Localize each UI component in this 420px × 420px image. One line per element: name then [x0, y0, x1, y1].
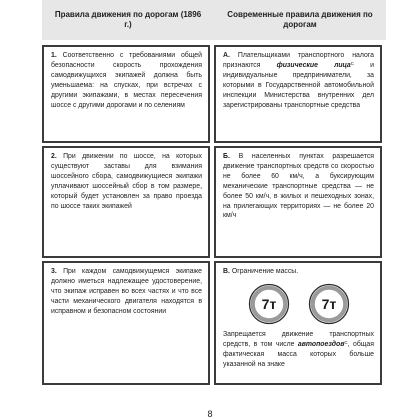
- right-item-b: [214, 146, 382, 258]
- weight-limit-sign-icon: [308, 283, 350, 325]
- left-column: [42, 0, 215, 380]
- left-item-2: [42, 146, 210, 258]
- page-number: 8: [207, 409, 213, 419]
- item-text: При каждом самодвижущемся экипаже должно иметься надлежащее удостоверение, что экипаж исправен во всех частях и что все части механического двигателя находятся в исправном и безопасном состоянии: [51, 268, 202, 315]
- right-item-c: [214, 261, 382, 385]
- item-text-post: и индивидуальные предприниматели, за которыми в Государственной автомобильной инспекции Министерства внутренних дел зарегистрированы транспортные средства: [223, 61, 374, 109]
- item-text: Соответственно с требованиями общей безопасности скорость прохождения самодвижущихся экипажей должна быть уменьшаема: на спусках, при встречах с другими экипажами, в местах пересечения шоссе с другими дорогами и по селениям: [51, 52, 202, 109]
- sign-label: 7т: [321, 295, 336, 312]
- item-text: При движении по шоссе, на которых существуют заставы для взимания шоссейного сбора, самодвижущиеся экипажи уплачивают шоссейный сбор в том размере, который будет установлен за право проезда по шоссе таких экипажей: [51, 153, 202, 210]
- item-number: В.: [223, 268, 230, 275]
- left-header-text: Правила движения по дорогам (1896 г.): [54, 10, 202, 29]
- left-item-3: [42, 261, 210, 385]
- glossary-mark: С: [350, 60, 355, 66]
- term-road-trains: автопоездов: [297, 340, 345, 348]
- item-number: 2.: [51, 153, 57, 160]
- item-number: 1.: [51, 52, 57, 59]
- right-header-text: Современные правила движения по дорогам: [227, 10, 373, 29]
- glossary-mark: С: [344, 339, 348, 345]
- item-number: 3.: [51, 268, 57, 275]
- right-header: [214, 0, 386, 40]
- item-number: А.: [223, 52, 230, 59]
- item-number: Б.: [223, 153, 230, 160]
- sign-label: 7т: [261, 295, 276, 312]
- item-title: Ограничение массы.: [231, 268, 299, 275]
- item-text: В населенных пунктах разрешается движение транспортных средств со скоростью не более 60 км/ч, а буксирующим механические транспортные средства — не более 50 км/ч, в жилых и пешеходных зонах, на прилегающих территориях — не более 20 км/ч: [223, 153, 374, 220]
- right-column: [214, 0, 387, 380]
- weight-limit-sign-icon: [248, 283, 290, 325]
- left-item-1: [42, 45, 210, 143]
- item-text-pre: Плательщиками транспортного налога признаются: [223, 52, 374, 69]
- weight-limit-signs: [223, 283, 374, 325]
- term-physical-persons: физические лица: [276, 61, 351, 69]
- left-header: [42, 0, 214, 40]
- item-text-pre: Запрещается движение транспортных средств, в том числе: [223, 330, 374, 348]
- right-item-a: [214, 45, 382, 143]
- item-text-post: , общая фактическая масса которых больше указанной на знаке: [223, 340, 374, 368]
